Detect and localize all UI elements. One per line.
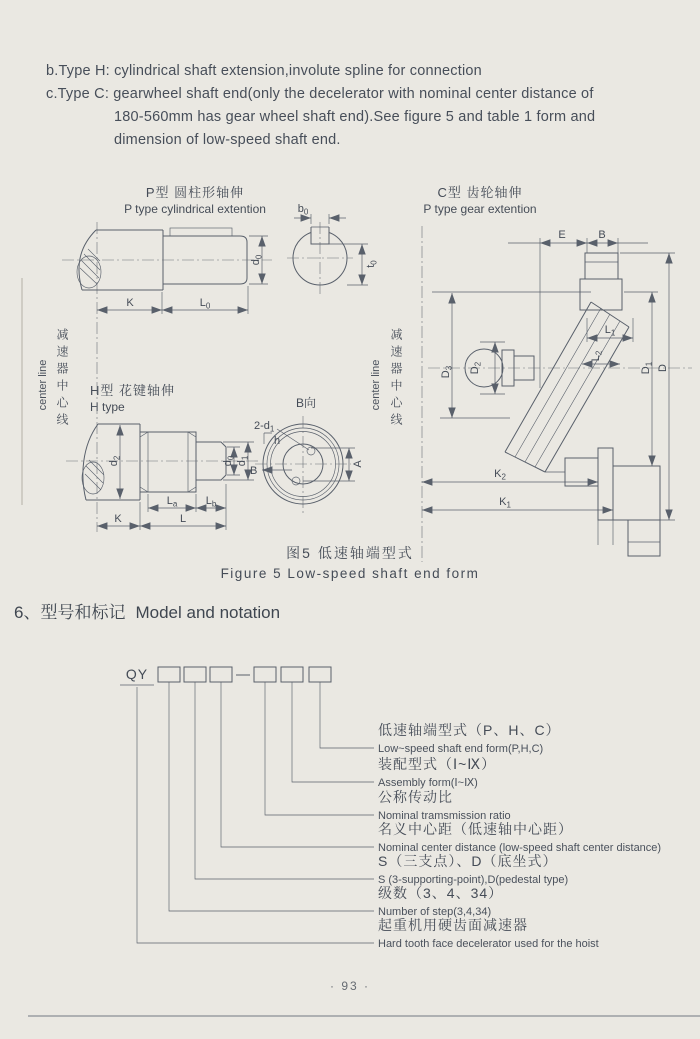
mid-centerline-label-cn: 减速器中心线 bbox=[389, 328, 403, 430]
svg-text:h: h bbox=[274, 435, 281, 447]
svg-text:L2: $L_2$ bbox=[590, 350, 604, 362]
section6-heading-cn: 6、型号和标记 bbox=[14, 603, 126, 622]
p-key bbox=[170, 228, 232, 236]
svg-text:d2: $d_2$ bbox=[108, 455, 122, 467]
notation-connector bbox=[195, 682, 374, 879]
notation-box bbox=[184, 667, 206, 682]
svg-text:K1: $K_1$ bbox=[499, 496, 511, 510]
h-type-drawing bbox=[66, 396, 364, 530]
svg-text:A: A bbox=[352, 460, 364, 468]
figure5-caption-en: Figure 5 Low-speed shaft end form bbox=[220, 566, 480, 581]
svg-text:D: D bbox=[657, 364, 669, 372]
notation-label-cn: 名义中心距（低速轴中心距） bbox=[378, 821, 573, 837]
p-type-title-cn: P型 圆柱形轴伸 bbox=[145, 185, 245, 200]
notation-box bbox=[254, 667, 276, 682]
svg-text:D2: $D_2$ bbox=[469, 361, 483, 375]
p-shaft-break-hatch bbox=[77, 256, 101, 288]
intro-line-c2: 180-560mm has gear wheel shaft end).See figure 5 and table 1 form and bbox=[114, 109, 596, 125]
svg-text:E: E bbox=[558, 229, 566, 241]
section6-heading-en: Model and notation bbox=[135, 603, 281, 622]
notation-label-en: Nominal tramsmission ratio bbox=[378, 810, 511, 822]
c-top-flange bbox=[585, 253, 618, 279]
h-b-view bbox=[250, 396, 364, 516]
svg-text:K: K bbox=[114, 513, 122, 525]
svg-text:D3: $D_3$ bbox=[440, 365, 454, 379]
svg-text:t0: $t_0$ bbox=[365, 260, 379, 268]
svg-text:2-d1: $2-d_1$ bbox=[254, 420, 275, 434]
svg-text:D1: $D_1$ bbox=[640, 361, 654, 375]
notation-label-cn: 低速轴端型式（P、H、C） bbox=[378, 722, 561, 738]
svg-text:B向: B向 bbox=[296, 396, 317, 410]
notation-label-en: Number of step(3,4,34) bbox=[378, 906, 492, 918]
svg-text:B: B bbox=[250, 465, 258, 477]
svg-text:K: K bbox=[126, 297, 134, 309]
notation-prefix: QY bbox=[125, 666, 149, 682]
page-number: · 93 · bbox=[329, 979, 370, 993]
notation-label-cn: 装配型式（Ⅰ~Ⅸ） bbox=[378, 756, 497, 772]
p-type-title-en: P type cylindrical extention bbox=[124, 202, 266, 216]
c-type-title-en: P type gear extention bbox=[423, 202, 537, 216]
notation-connector bbox=[221, 682, 374, 847]
svg-text:d1: $d_1$ bbox=[236, 455, 250, 467]
notation-label-en: Assembly form(Ⅰ~Ⅸ) bbox=[378, 777, 478, 789]
svg-text:Lb: $L_b$ bbox=[205, 495, 217, 509]
notation-box bbox=[210, 667, 232, 682]
notation-label-en: S (3-supporting-point),D(pedestal type) bbox=[378, 874, 569, 886]
notation-connector bbox=[292, 682, 374, 782]
p-type-drawing bbox=[62, 203, 379, 532]
notation-box bbox=[158, 667, 180, 682]
notation-connector bbox=[169, 682, 374, 911]
intro-line-b: b.Type H: cylindrical shaft extension,involute spline for connection bbox=[46, 63, 482, 79]
svg-text:d0: $d_0$ bbox=[222, 455, 236, 467]
h-type-title-cn: H型 花键轴伸 bbox=[90, 383, 176, 398]
svg-text:d0: $d_0$ bbox=[250, 254, 264, 266]
notation-label-cn: 公称传动比 bbox=[378, 789, 453, 805]
c-type-drawing bbox=[422, 226, 692, 562]
c-type-title-cn: C型 齿轮轴伸 bbox=[437, 185, 523, 200]
h-type-title-en: H type bbox=[90, 400, 125, 414]
svg-text:K2: $K_2$ bbox=[494, 468, 506, 482]
svg-text:b0: $b_0$ bbox=[297, 203, 309, 217]
svg-text:B: B bbox=[598, 229, 606, 241]
svg-text:La: $L_a$ bbox=[166, 495, 178, 509]
intro-line-c3: dimension of low-speed shaft end. bbox=[114, 132, 341, 148]
intro-line-c: c.Type C: gearwheel shaft end(only the decelerator with nominal center distance of bbox=[46, 86, 594, 102]
notation-box bbox=[309, 667, 331, 682]
mid-centerline-label-en: center line bbox=[370, 359, 382, 411]
svg-text:L: L bbox=[179, 513, 187, 525]
notation-label-en: Low~speed shaft end form(P,H,C) bbox=[378, 743, 544, 755]
notation-connector bbox=[265, 682, 374, 815]
notation-box bbox=[281, 667, 303, 682]
notation-label-cn: S（三支点）、D（底坐式） bbox=[378, 853, 558, 869]
svg-text:L1: $L_1$ bbox=[604, 324, 616, 338]
notation-label-cn: 级数（3、4、34） bbox=[378, 885, 504, 901]
notation-label-cn: 起重机用硬齿面减速器 bbox=[378, 917, 528, 933]
h-spline-section bbox=[140, 432, 196, 492]
c-foot bbox=[545, 448, 660, 556]
notation-label-en: Nominal center distance (low-speed shaft center distance) bbox=[378, 842, 662, 854]
svg-text:L0: $L_0$ bbox=[199, 297, 211, 311]
notation-diagram bbox=[120, 666, 374, 943]
left-centerline-label-en: center line bbox=[37, 359, 49, 411]
left-centerline-label-cn: 减速器中心线 bbox=[55, 328, 69, 430]
notation-connector bbox=[320, 682, 374, 748]
figure5-caption-cn: 图5 低速轴端型式 bbox=[286, 545, 414, 561]
notation-label-en: Hard tooth face decelerator used for the hoist bbox=[378, 938, 599, 950]
